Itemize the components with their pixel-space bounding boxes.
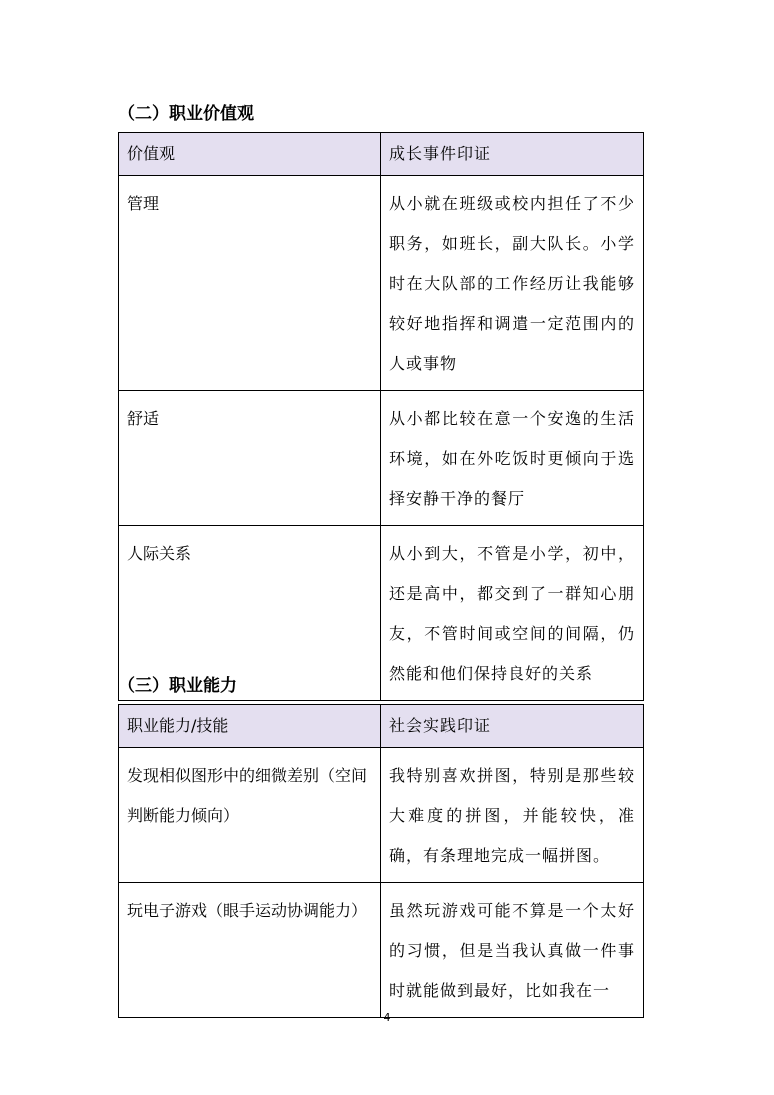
table-row <box>119 883 644 1018</box>
section-heading-values: （二）职业价值观 <box>118 104 254 124</box>
table-header-row <box>119 133 644 176</box>
table-header-row <box>119 705 644 748</box>
value-label-cell: 人际关系 <box>119 526 381 701</box>
evidence-content-cell: 从小就在班级或校内担任了不少职务，如班长，副大队长。小学时在大队部的工作经历让我能够较好地指挥和调遣一定范围内的人或事物 <box>381 176 644 391</box>
table-row <box>119 391 644 526</box>
evidence-content-cell: 从小到大，不管是小学，初中，还是高中，都交到了一群知心朋友，不管时间或空间的间隔，仍然能和他们保持良好的关系 <box>381 526 644 701</box>
values-table <box>118 132 644 701</box>
section-heading-abilities: （三）职业能力 <box>118 676 237 696</box>
header-cell-practice: 社会实践印证 <box>381 705 644 748</box>
value-label-cell: 管理 <box>119 176 381 391</box>
header-cell-value: 价值观 <box>119 133 381 176</box>
header-cell-ability: 职业能力/技能 <box>119 705 381 748</box>
ability-label-cell: 发现相似图形中的细微差别（空间判断能力倾向） <box>119 748 381 883</box>
page-number: 4 <box>383 1011 391 1024</box>
table-row <box>119 176 644 391</box>
abilities-table <box>118 704 644 1018</box>
value-label-cell: 舒适 <box>119 391 381 526</box>
header-cell-evidence: 成长事件印证 <box>381 133 644 176</box>
practice-content-cell: 我特别喜欢拼图，特别是那些较大难度的拼图，并能较快，准确，有条理地完成一幅拼图。 <box>381 748 644 883</box>
practice-content-cell: 虽然玩游戏可能不算是一个太好的习惯，但是当我认真做一件事时就能做到最好，比如我在一 <box>381 883 644 1018</box>
ability-label-cell: 玩电子游戏（眼手运动协调能力） <box>119 883 381 1018</box>
evidence-content-cell: 从小都比较在意一个安逸的生活环境，如在外吃饭时更倾向于选择安静干净的餐厅 <box>381 391 644 526</box>
table-row <box>119 748 644 883</box>
